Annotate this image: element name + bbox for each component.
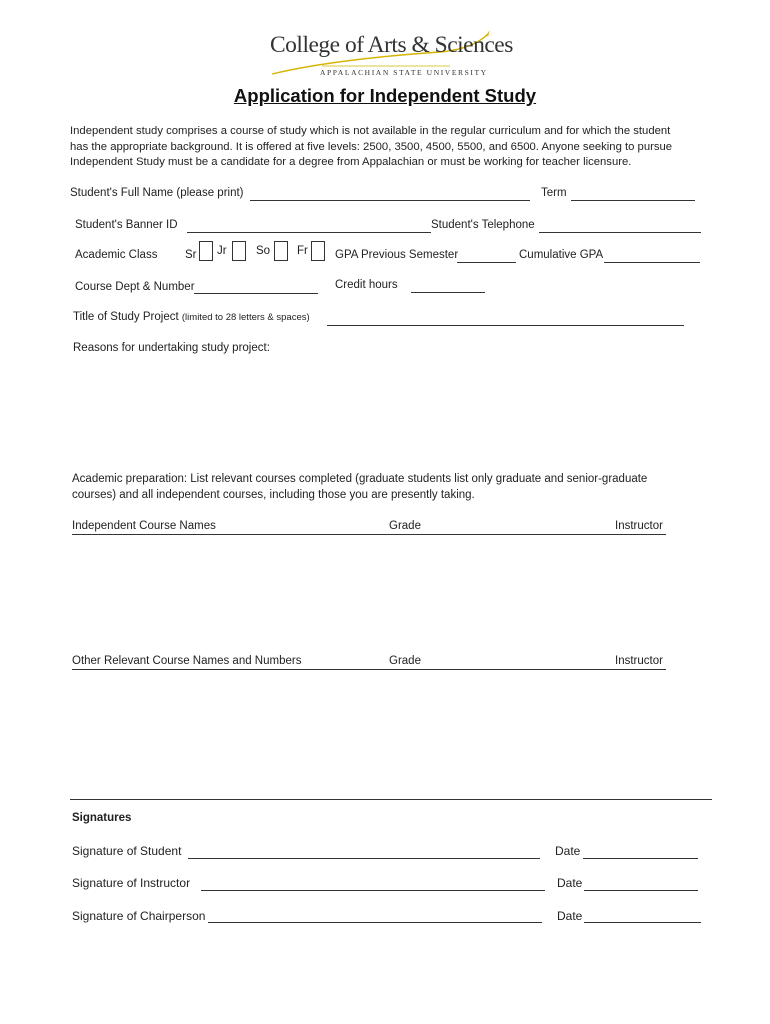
study-title-text: Title of Study Project [73,311,179,323]
banner-id-field[interactable] [187,232,431,233]
term-label: Term [541,187,567,199]
student-date-field[interactable] [583,858,698,859]
class-so-label: So [256,245,271,257]
class-sr-checkbox[interactable] [199,241,213,261]
instructor-signature-label: Signature of Instructor [72,876,191,890]
credit-hours-field[interactable] [411,292,485,293]
instructor-signature-field[interactable] [201,890,545,891]
study-title-note: (limited to 28 letters & spaces) [181,312,310,323]
other-courses-area[interactable] [72,675,666,790]
independent-courses-area[interactable] [72,540,666,650]
logo-university-text: APPALACHIAN STATE UNIVERSITY [320,68,488,77]
section-divider [70,799,712,800]
academic-class-label: Academic Class [75,249,158,261]
gpa-previous-label: GPA Previous Semester [335,249,459,261]
chair-date-label: Date [557,909,583,923]
class-sr-label: Sr [185,249,197,261]
intro-line: Independent study comprises a course of study which is not available in the regular curriculum and for which the student [70,125,671,137]
instructor-header: Instructor [615,520,663,532]
telephone-label: Student's Telephone [431,219,535,231]
gpa-previous-field[interactable] [457,262,516,263]
independent-course-names-header: Independent Course Names [72,520,216,532]
student-date-label: Date [555,844,581,858]
course-dept-field[interactable] [194,293,318,294]
telephone-field[interactable] [539,232,701,233]
chair-date-field[interactable] [584,922,701,923]
other-course-names-header: Other Relevant Course Names and Numbers [72,655,302,667]
grade-header-2: Grade [389,655,421,667]
banner-id-label: Student's Banner ID [75,219,178,231]
college-logo [262,26,512,80]
student-signature-label: Signature of Student [72,844,182,858]
instructor-date-field[interactable] [584,890,698,891]
signatures-heading: Signatures [72,812,132,824]
preparation-line2: courses) and all independent courses, including those you are presently taking. [72,489,475,501]
chair-signature-field[interactable] [208,922,542,923]
class-jr-label: Jr [217,245,227,257]
instructor-date-label: Date [557,876,583,890]
intro-paragraph [70,124,710,171]
class-so-checkbox[interactable] [274,241,288,261]
full-name-label: Student's Full Name (please print) [70,187,244,199]
class-jr-checkbox[interactable] [232,241,246,261]
grade-header: Grade [389,520,421,532]
other-courses-header [72,655,666,670]
intro-line: Independent Study must be a candidate for a degree from Appalachian or must be working for teacher licensure. [70,156,632,168]
full-name-field[interactable] [250,200,530,201]
cumulative-gpa-label: Cumulative GPA [519,249,604,261]
study-title-label [73,311,310,323]
cumulative-gpa-field[interactable] [604,262,700,263]
course-dept-label: Course Dept & Number [75,281,195,293]
class-fr-label: Fr [297,245,308,257]
term-field[interactable] [571,200,695,201]
class-fr-checkbox[interactable] [311,241,325,261]
intro-line: has the appropriate background. It is offered at five levels: 2500, 3500, 4500, 5500, and 6500. Anyone seeking to pursue [70,140,673,153]
credit-hours-label: Credit hours [335,279,398,291]
reasons-area[interactable] [70,360,710,460]
preparation-line1: Academic preparation: List relevant courses completed (graduate students list only graduate and senior-graduate [72,473,648,485]
instructor-header-2: Instructor [615,655,663,667]
student-signature-field[interactable] [188,858,540,859]
chair-signature-label: Signature of Chairperson [72,909,206,923]
page-title: Application for Independent Study [233,85,537,106]
logo-text: College of Arts & Sciences [270,32,513,58]
independent-courses-header [72,520,666,535]
study-title-field[interactable] [327,325,684,326]
reasons-label: Reasons for undertaking study project: [73,342,270,354]
